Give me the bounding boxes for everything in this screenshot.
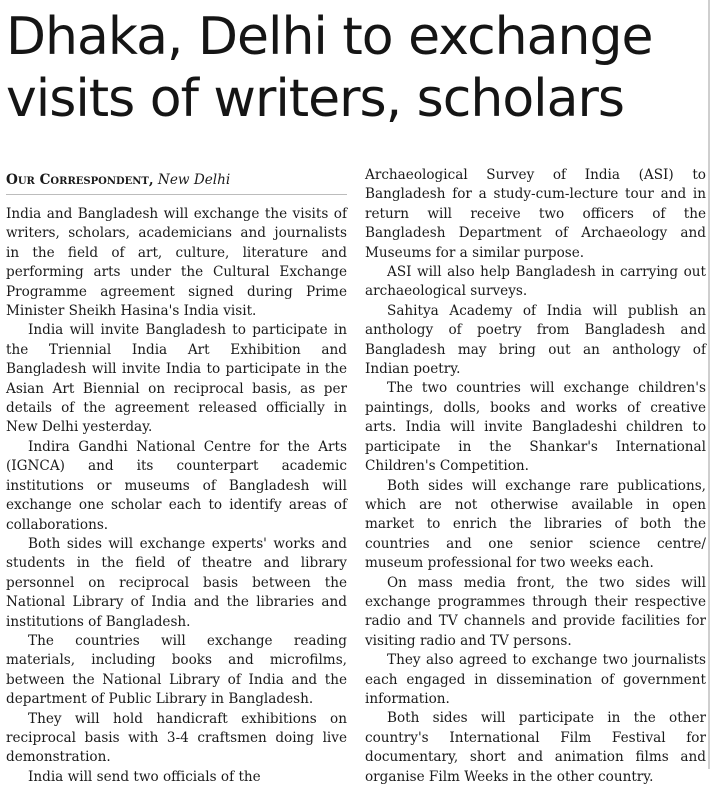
paragraph: Both sides will exchange rare publications, which are not otherwise available in open market to enrich the libraries of both the countries and one senior science centre/ museum professional for two weeks each. [365,477,706,572]
column-rule [708,0,710,769]
paragraph: The countries will exchange reading materials, including books and microfilms, between the National Library of India and the department of Public Library in Bangladesh. [6,632,347,708]
paragraph: Both sides will participate in the other country's International Film Festival for documentary, short and animation films and organise Film Weeks in the other country. [365,710,706,785]
paragraph: Sahitya Academy of India will publish an anthology of poetry from Bangladesh and Bangladesh may bring out an anthology of Indian poetry. [365,302,706,378]
byline-place: New Delhi [157,172,231,188]
paragraph: On mass media front, the two sides will exchange programmes through their respective radio and TV channels and provide facilities for visiting radio and TV persons. [365,574,706,649]
paragraph: India will send two officials of the [28,768,261,785]
headline: Dhaka, Delhi to exchange visits of writers, scholars [6,7,653,129]
article-column-left [6,170,347,787]
paragraph: India and Bangladesh will exchange the visits of writers, scholars, academicians and journalists in the field of art, culture, literature and performing arts under the Cultural Exchange Programme agreement signed during Prime Minister Sheikh Hasina's India visit. [6,206,347,320]
paragraph: Archaeological Survey of India (ASI) to Bangladesh for a study-cum-lecture tour and in return will receive two officers of the Bangladesh Department of Archaeology and Museums for a similar purpose. [365,167,706,261]
byline [6,170,347,195]
paragraph: ASI will also help Bangladesh in carrying out archaeological surveys. [365,264,706,300]
byline-author: Our Correspondent, [6,172,154,188]
paragraph: They will hold handicraft exhibitions on reciprocal basis with 3-4 craftsmen doing live demonstration. [6,710,347,766]
paragraph: India will invite Bangladesh to participate in the Triennial India Art Exhibition and Bangladesh will invite India to participate in the Asian Art Biennial on reciprocal basis, as per details of the agreement released officially in New Delhi yesterday. [6,322,347,436]
paragraph: Indira Gandhi National Centre for the Arts (IGNCA) and its counterpart academic institutions or museums of Bangladesh will exchange one scholar each to identify areas of collaborations. [6,438,347,533]
article-column-right [365,166,706,787]
paragraph: They also agreed to exchange two journalists each engaged in dissemination of government information. [365,652,706,707]
paragraph: Both sides will exchange experts' works and students in the field of theatre and library personnel on reciprocal basis between the National Library of India and the libraries and institutions of Bangladesh. [6,535,347,630]
paragraph: The two countries will exchange children's paintings, dolls, books and works of creative arts. India will invite Bangladeshi children to participate in the Shankar's International Children's Competition. [365,380,706,475]
